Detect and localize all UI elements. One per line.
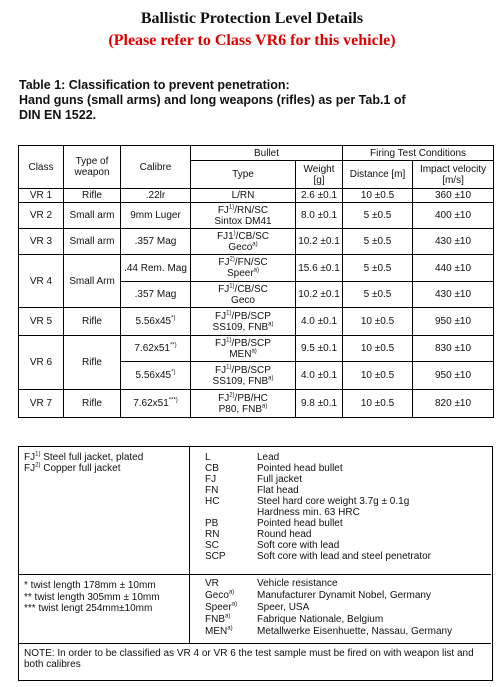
cell-velocity: 950 ±10	[413, 308, 494, 336]
abbrev-row: SCP Soft core with lead and steel penetrator	[205, 551, 431, 562]
cell-type: FJ$^{1)}$/CB/SC Geco	[191, 282, 296, 308]
cell-weight: 9.8 ±0.1	[296, 390, 343, 418]
header-bullet: Bullet	[191, 146, 343, 161]
cell-class: VR 7	[19, 390, 64, 418]
cell-type: FJ$^{1)}$/PB/SCP SS109, FNB$^{a)}$	[191, 362, 296, 390]
jacket-legend	[24, 452, 143, 474]
caption-line: Table 1: Classification to prevent penetration:	[19, 78, 290, 92]
twist-line: * twist length 178mm ± 10mm	[24, 580, 156, 591]
twist-line: ** twist length 305mm ± 10mm	[24, 591, 160, 603]
table-row	[19, 203, 494, 229]
cell-weight: 10.2 ±0.1	[296, 282, 343, 308]
cell-distance: 10 ±0.5	[343, 390, 413, 418]
table-row	[19, 229, 494, 255]
cell-calibre: .22lr	[121, 189, 191, 203]
cell-distance: 5 ±0.5	[343, 203, 413, 229]
cell-weapon: Rifle	[64, 308, 121, 336]
manufacturer-row: FNB$^{a)}$ Fabrique Nationale, Belgium	[205, 613, 384, 625]
table-row	[19, 390, 494, 418]
header-velocity: Impact velocity [m/s]	[413, 161, 494, 189]
cell-calibre: 9mm Luger	[121, 203, 191, 229]
cell-weapon: Rifle	[64, 189, 121, 203]
cell-weapon: Small arm	[64, 229, 121, 255]
cell-calibre: 7.62x51**)	[121, 336, 191, 362]
abbrev-row: SC Soft core with lead	[205, 540, 340, 551]
abbrev-row: RN Round head	[205, 529, 312, 540]
cell-class: VR 3	[19, 229, 64, 255]
cell-type: FJ$^{2)}$/PB/HC P80, FNB$^{a)}$	[191, 390, 296, 418]
cell-type: FJ1)/CB/SC Geco$^{a)}$	[191, 229, 296, 255]
header-firing: Firing Test Conditions	[343, 146, 494, 161]
cell-calibre: .44 Rem. Mag	[121, 255, 191, 282]
cell-calibre: 5.56x45*)	[121, 308, 191, 336]
cell-distance: 10 ±0.5	[343, 362, 413, 390]
header-class: Class	[19, 146, 64, 189]
abbrev-row: Hardness min. 63 HRC	[257, 507, 360, 518]
header-weapon: Type of weapon	[64, 146, 121, 189]
cell-type: FJ$^{1)}$/PB/SCP SS109, FNB$^{a)}$	[191, 308, 296, 336]
cell-type: FJ$^{1)}$/PB/SCP MEN$^{a)}$	[191, 336, 296, 362]
classification-table	[18, 145, 494, 418]
caption-line: Hand guns (small arms) and long weapons (rifles) as per Tab.1 of	[19, 93, 406, 107]
header-type: Type	[191, 161, 296, 189]
cell-velocity: 830 ±10	[413, 336, 494, 362]
table-row	[19, 189, 494, 203]
legend-line: FJ$^{2)}$ Copper full jacket	[24, 462, 121, 474]
cell-velocity: 430 ±10	[413, 229, 494, 255]
abbreviation-list	[205, 452, 431, 562]
abbrev-row: CB Pointed head bullet	[205, 463, 343, 474]
abbrev-row: FN Flat head	[205, 485, 299, 496]
cell-class: VR 4	[19, 255, 64, 308]
cell-weight: 8.0 ±0.1	[296, 203, 343, 229]
cell-velocity: 950 ±10	[413, 362, 494, 390]
table-caption	[19, 78, 489, 123]
cell-weapon: Rifle	[64, 336, 121, 390]
cell-calibre: 7.62x51***)	[121, 390, 191, 418]
cell-velocity: 400 ±10	[413, 203, 494, 229]
header-distance: Distance [m]	[343, 161, 413, 189]
cell-calibre: .357 Mag	[121, 229, 191, 255]
legend-divider-horizontal	[18, 643, 491, 644]
abbrev-row: FJ Full jacket	[205, 474, 303, 485]
manufacturer-list	[205, 578, 452, 638]
cell-class: VR 1	[19, 189, 64, 203]
cell-weight: 4.0 ±0.1	[296, 308, 343, 336]
cell-velocity: 430 ±10	[413, 282, 494, 308]
cell-calibre: 5.56x45*)	[121, 362, 191, 390]
cell-distance: 10 ±0.5	[343, 189, 413, 203]
cell-class: VR 6	[19, 336, 64, 390]
cell-weapon: Small Arm	[64, 255, 121, 308]
twist-line: *** twist lengt 254mm±10mm	[24, 603, 153, 614]
cell-distance: 10 ±0.5	[343, 336, 413, 362]
manufacturer-row: VR Vehicle resistance	[205, 578, 338, 589]
cell-velocity: 360 ±10	[413, 189, 494, 203]
page-subtitle: (Please refer to Class VR6 for this vehicle)	[108, 32, 396, 49]
manufacturer-row: MEN$^{a)}$ Metallwerke Eisenhuette, Nassau, Germany	[205, 625, 453, 637]
page-title: Ballistic Protection Level Details	[140, 10, 364, 27]
legend-divider-vertical	[189, 446, 190, 643]
cell-weight: 4.0 ±0.1	[296, 362, 343, 390]
cell-weight: 10.2 ±0.1	[296, 229, 343, 255]
abbrev-row: PB Pointed head bullet	[205, 518, 343, 529]
cell-weapon: Small arm	[64, 203, 121, 229]
abbrev-row: HC Steel hard core weight 3.7g ± 0.1g	[205, 496, 410, 507]
cell-type: FJ$^{1)}$/RN/SC Sintox DM41	[191, 203, 296, 229]
header-weight: Weight [g]	[296, 161, 343, 189]
caption-line: DIN EN 1522.	[19, 108, 97, 122]
cell-type: L/RN	[191, 189, 296, 203]
cell-velocity: 820 ±10	[413, 390, 494, 418]
manufacturer-row: Geco$^{a)}$ Manufacturer Dynamit Nobel, Germany	[205, 589, 431, 601]
cell-velocity: 440 ±10	[413, 255, 494, 282]
note: NOTE: In order to be classified as VR 4 or VR 6 the test sample must be fired on with weapon list and both calibres	[24, 648, 474, 670]
table-row	[19, 255, 494, 282]
header-calibre: Calibre	[121, 146, 191, 189]
cell-calibre: .357 Mag	[121, 282, 191, 308]
cell-weight: 2.6 ±0.1	[296, 189, 343, 203]
table-row	[19, 336, 494, 362]
cell-distance: 5 ±0.5	[343, 255, 413, 282]
cell-distance: 10 ±0.5	[343, 308, 413, 336]
cell-distance: 5 ±0.5	[343, 282, 413, 308]
cell-weight: 9.5 ±0.1	[296, 336, 343, 362]
cell-class: VR 2	[19, 203, 64, 229]
table-row	[19, 308, 494, 336]
cell-type: FJ$^{2)}$/FN/SC Speer$^{a)}$	[191, 255, 296, 282]
cell-distance: 5 ±0.5	[343, 229, 413, 255]
abbrev-row: L Lead	[205, 452, 280, 463]
legend-divider-horizontal	[18, 574, 491, 575]
cell-weight: 15.6 ±0.1	[296, 255, 343, 282]
cell-weapon: Rifle	[64, 390, 121, 418]
twist-legend	[24, 580, 160, 615]
legend-line: FJ$^{1)}$ Steel full jacket, plated	[24, 451, 144, 463]
cell-class: VR 5	[19, 308, 64, 336]
manufacturer-row: Speer$^{a)}$ Speer, USA	[205, 601, 310, 613]
